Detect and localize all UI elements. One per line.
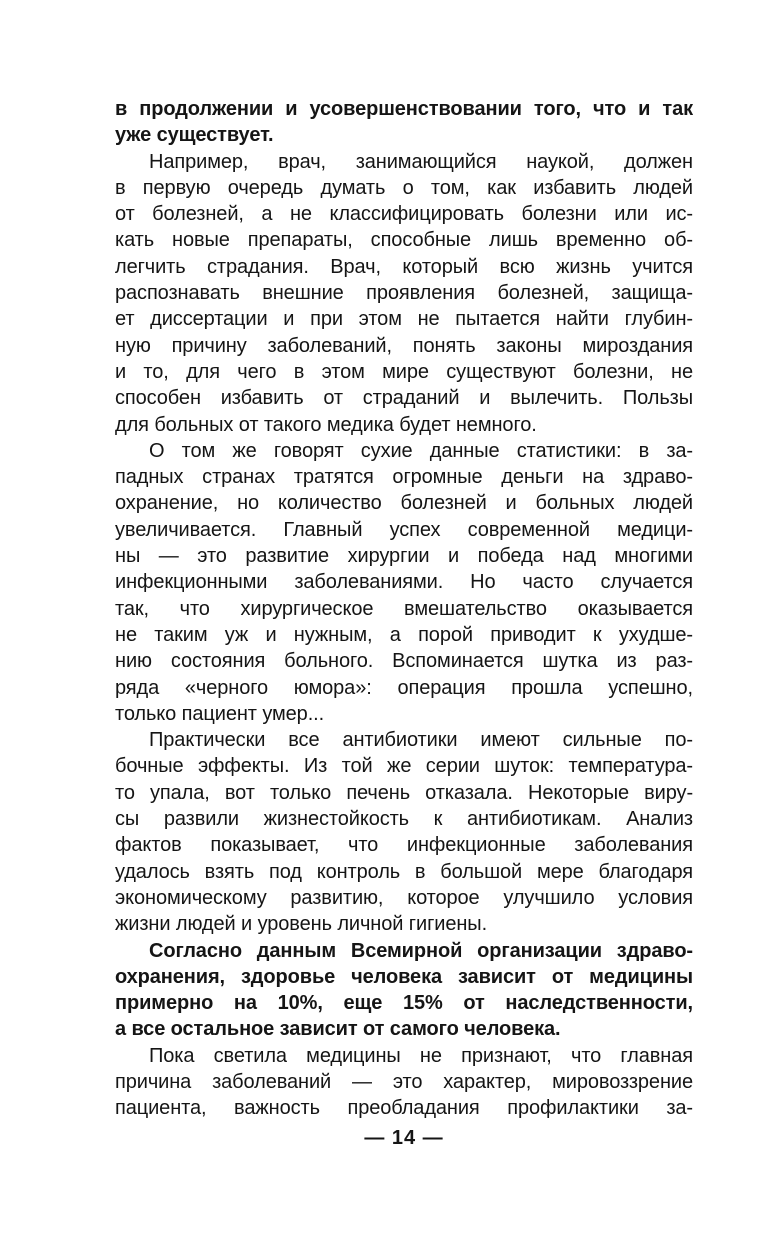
text-line: жизни людей и уровень личной гигиены. [115, 913, 488, 936]
text-line: О том же говорят сухие данные статистики: в за- [149, 439, 693, 462]
text-line: то упала, вот только печень отказала. Некоторые виру- [115, 781, 693, 804]
text-line: Практически все антибиотики имеют сильные по- [149, 729, 693, 752]
text-line: в продолжении и усовершенствовании того, что и так [115, 98, 693, 120]
text-line: в первую очередь думать о том, как избавить людей [115, 176, 693, 199]
text-line: пациента, важность преобладания профилактики за- [115, 1097, 693, 1120]
text-line: кать новые препараты, способные лишь временно об- [115, 229, 693, 252]
text-line: ную причину заболеваний, понять законы мироздания [115, 334, 693, 357]
page-text [115, 96, 693, 1122]
text-line: Например, врач, занимающийся наукой, должен [149, 150, 693, 173]
text-line: инфекционными заболеваниями. Но часто случается [115, 571, 693, 594]
text-line: увеличивается. Главный успех современной медици- [115, 518, 693, 541]
page-number: — 14 — [364, 1127, 444, 1149]
paragraph [115, 938, 693, 1043]
text-line: не таким уж и нужным, а порой приводит к ухудше- [115, 623, 693, 646]
paragraph [115, 727, 693, 937]
text-line: уже существует. [115, 124, 274, 147]
text-line: охранение, но количество болезней и больных людей [115, 492, 693, 515]
text-line: так, что хирургическое вмешательство оказывается [115, 597, 693, 620]
text-line: распознавать внешние проявления болезней, защища- [115, 282, 693, 305]
paragraph [115, 1043, 693, 1122]
text-line: падных странах тратятся огромные деньги на здраво- [115, 466, 693, 489]
text-line: от болезней, а не классифицировать болезни или ис- [115, 203, 693, 226]
text-line: экономическому развитию, которое улучшило условия [115, 886, 693, 909]
paragraph [115, 149, 693, 438]
text-line: нию состояния больного. Вспоминается шутка из раз- [115, 650, 693, 673]
text-line: а все остальное зависит от самого человека. [115, 1018, 561, 1041]
text-line: сы развили жизнестойкость к антибиотикам. Анализ [115, 808, 693, 831]
text-line: ряда «черного юмора»: операция прошла успешно, [115, 676, 693, 699]
text-line: фактов показывает, что инфекционные заболевания [115, 834, 693, 857]
text-line: бочные эффекты. Из той же серии шуток: температура- [115, 755, 693, 778]
text-line: для больных от такого медика будет немного. [115, 413, 537, 436]
text-line: только пациент умер... [115, 702, 325, 725]
paragraph [115, 96, 693, 149]
text-line: ны — это развитие хирургии и победа над многими [115, 545, 693, 568]
text-line: ет диссертации и при этом не пытается найти глубин- [115, 308, 693, 331]
text-line: охранения, здоровье человека зависит от медицины [115, 965, 693, 988]
text-line: удалось взять под контроль в большой мере благодаря [115, 860, 693, 883]
text-line: легчить страдания. Врач, который всю жизнь учится [115, 255, 693, 278]
text-line: способен избавить от страданий и вылечить. Пользы [115, 387, 693, 410]
paragraph [115, 438, 693, 727]
text-line: Согласно данным Всемирной организации здраво- [149, 939, 693, 962]
text-line: примерно на 10%, еще 15% от наследственности, [115, 992, 693, 1015]
text-line: причина заболеваний — это характер, мировоззрение [115, 1070, 693, 1093]
text-line: и то, для чего в этом мире существуют болезни, не [115, 360, 693, 383]
text-line: Пока светила медицины не признают, что главная [149, 1044, 693, 1067]
